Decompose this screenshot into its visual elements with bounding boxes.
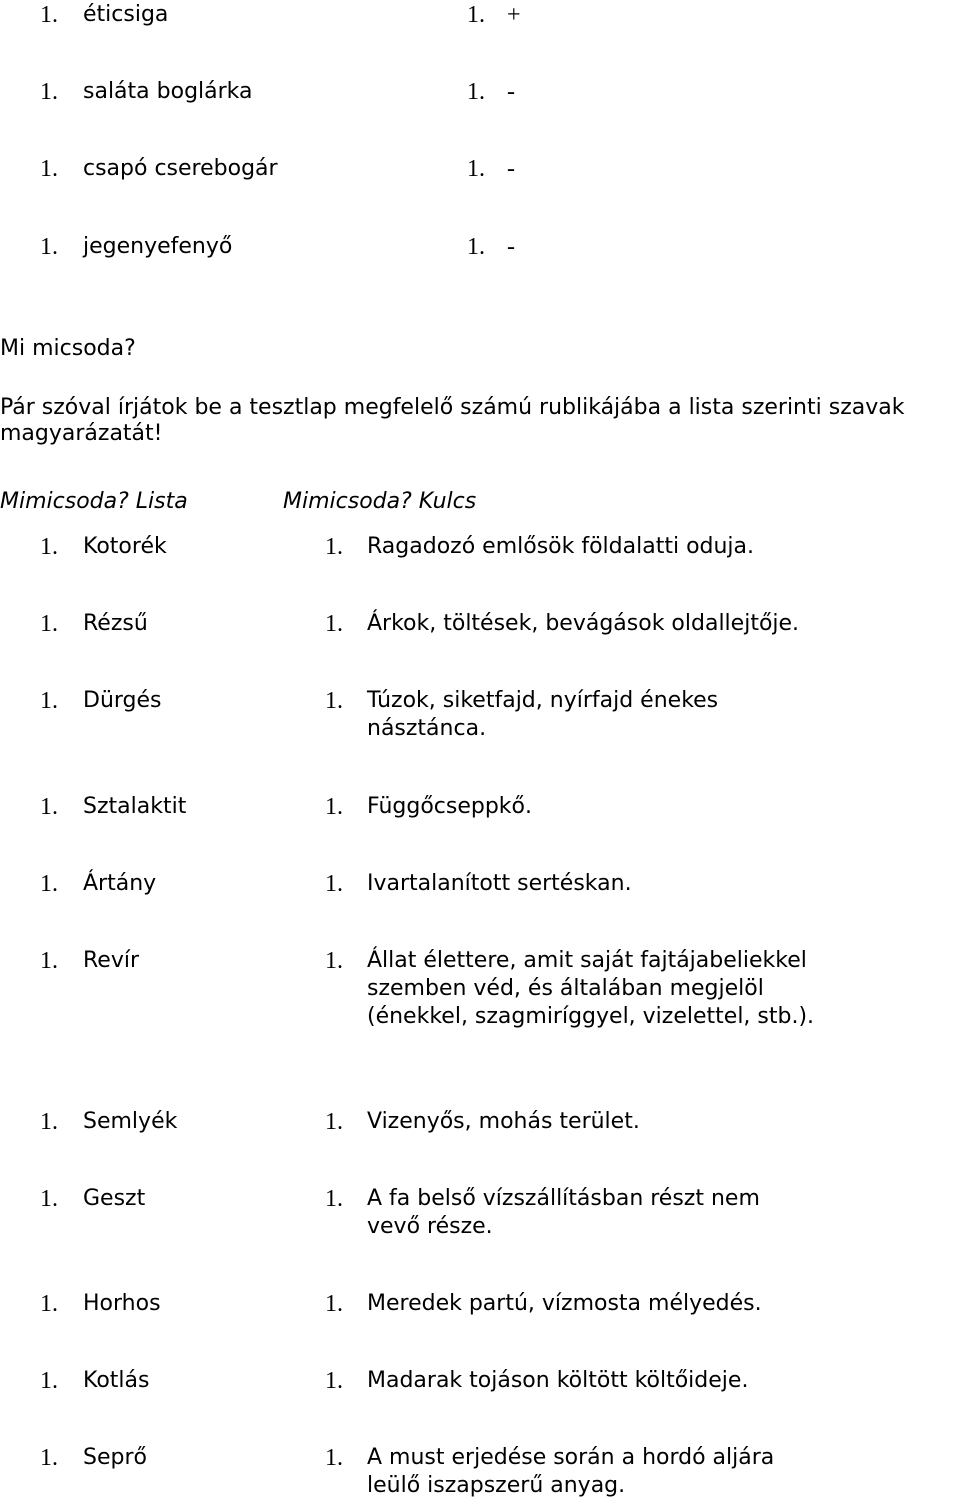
item-term: Geszt bbox=[83, 1186, 146, 1211]
answer-mark: - bbox=[507, 79, 515, 105]
definition-number: 1. bbox=[325, 871, 343, 897]
item-definition: Ivartalanított sertéskan. bbox=[367, 871, 632, 896]
answer-mark: + bbox=[507, 2, 521, 28]
item-term: Seprő bbox=[83, 1445, 147, 1470]
answer-number: 1. bbox=[467, 79, 485, 105]
instruction-text: Pár szóval írjátok be a tesztlap megfelelő számú rublikájába a lista szerinti szavak magyarázatát! bbox=[0, 395, 905, 446]
item-definition: Vizenyős, mohás terület. bbox=[367, 1109, 640, 1134]
definition-number: 1. bbox=[325, 611, 343, 637]
item-definition: Állat élettere, amit saját fajtájabeliekkel szemben véd, és általában megjelöl (énekkel, szagmiríggyel, vizelettel, stb.). bbox=[367, 948, 815, 1029]
item-definition: A fa belső vízszállításban részt nem vevő része. bbox=[367, 1186, 760, 1239]
section-title: Mi micsoda? bbox=[0, 336, 136, 361]
item-term: éticsiga bbox=[83, 2, 169, 27]
item-number: 1. bbox=[40, 611, 58, 637]
answer-number: 1. bbox=[467, 156, 485, 182]
item-number: 1. bbox=[40, 871, 58, 897]
item-term: Rézsű bbox=[83, 611, 148, 636]
definition-number: 1. bbox=[325, 1109, 343, 1135]
answer-number: 1. bbox=[467, 2, 485, 28]
item-number: 1. bbox=[40, 1109, 58, 1135]
item-term: csapó cserebogár bbox=[83, 156, 278, 181]
item-term: saláta boglárka bbox=[83, 79, 253, 104]
definition-number: 1. bbox=[325, 1445, 343, 1471]
definition-number: 1. bbox=[325, 794, 343, 820]
item-number: 1. bbox=[40, 156, 58, 182]
item-number: 1. bbox=[40, 948, 58, 974]
item-number: 1. bbox=[40, 234, 58, 260]
item-number: 1. bbox=[40, 794, 58, 820]
item-number: 1. bbox=[40, 1368, 58, 1394]
definition-number: 1. bbox=[325, 1186, 343, 1212]
item-definition: Ragadozó emlősök földalatti oduja. bbox=[367, 534, 755, 559]
item-number: 1. bbox=[40, 1186, 58, 1212]
item-number: 1. bbox=[40, 688, 58, 714]
item-number: 1. bbox=[40, 79, 58, 105]
column-heading-key: Mimicsoda? Kulcs bbox=[283, 489, 477, 514]
definition-number: 1. bbox=[325, 1291, 343, 1317]
definition-number: 1. bbox=[325, 688, 343, 714]
item-term: Sztalaktit bbox=[83, 794, 187, 819]
item-number: 1. bbox=[40, 534, 58, 560]
item-term: Ártány bbox=[83, 871, 157, 896]
item-definition: Túzok, siketfajd, nyírfajd énekes násztánca. bbox=[367, 688, 719, 741]
column-heading-list: Mimicsoda? Lista bbox=[0, 489, 188, 514]
definition-number: 1. bbox=[325, 1368, 343, 1394]
item-term: jegenyefenyő bbox=[83, 234, 233, 259]
item-number: 1. bbox=[40, 2, 58, 28]
answer-number: 1. bbox=[467, 234, 485, 260]
item-term: Dürgés bbox=[83, 688, 162, 713]
item-definition: Meredek partú, vízmosta mélyedés. bbox=[367, 1291, 762, 1316]
item-definition: Madarak tojáson költött költőideje. bbox=[367, 1368, 749, 1393]
item-term: Kotorék bbox=[83, 534, 167, 559]
item-term: Horhos bbox=[83, 1291, 161, 1316]
item-term: Semlyék bbox=[83, 1109, 178, 1134]
item-number: 1. bbox=[40, 1291, 58, 1317]
item-number: 1. bbox=[40, 1445, 58, 1471]
definition-number: 1. bbox=[325, 948, 343, 974]
item-definition: A must erjedése során a hordó aljára leülő iszapszerű anyag. bbox=[367, 1445, 775, 1498]
answer-mark: - bbox=[507, 234, 515, 260]
item-definition: Függőcseppkő. bbox=[367, 794, 532, 819]
item-term: Revír bbox=[83, 948, 140, 973]
item-definition: Árkok, töltések, bevágások oldallejtője. bbox=[367, 611, 800, 636]
definition-number: 1. bbox=[325, 534, 343, 560]
answer-mark: - bbox=[507, 156, 515, 182]
item-term: Kotlás bbox=[83, 1368, 150, 1393]
